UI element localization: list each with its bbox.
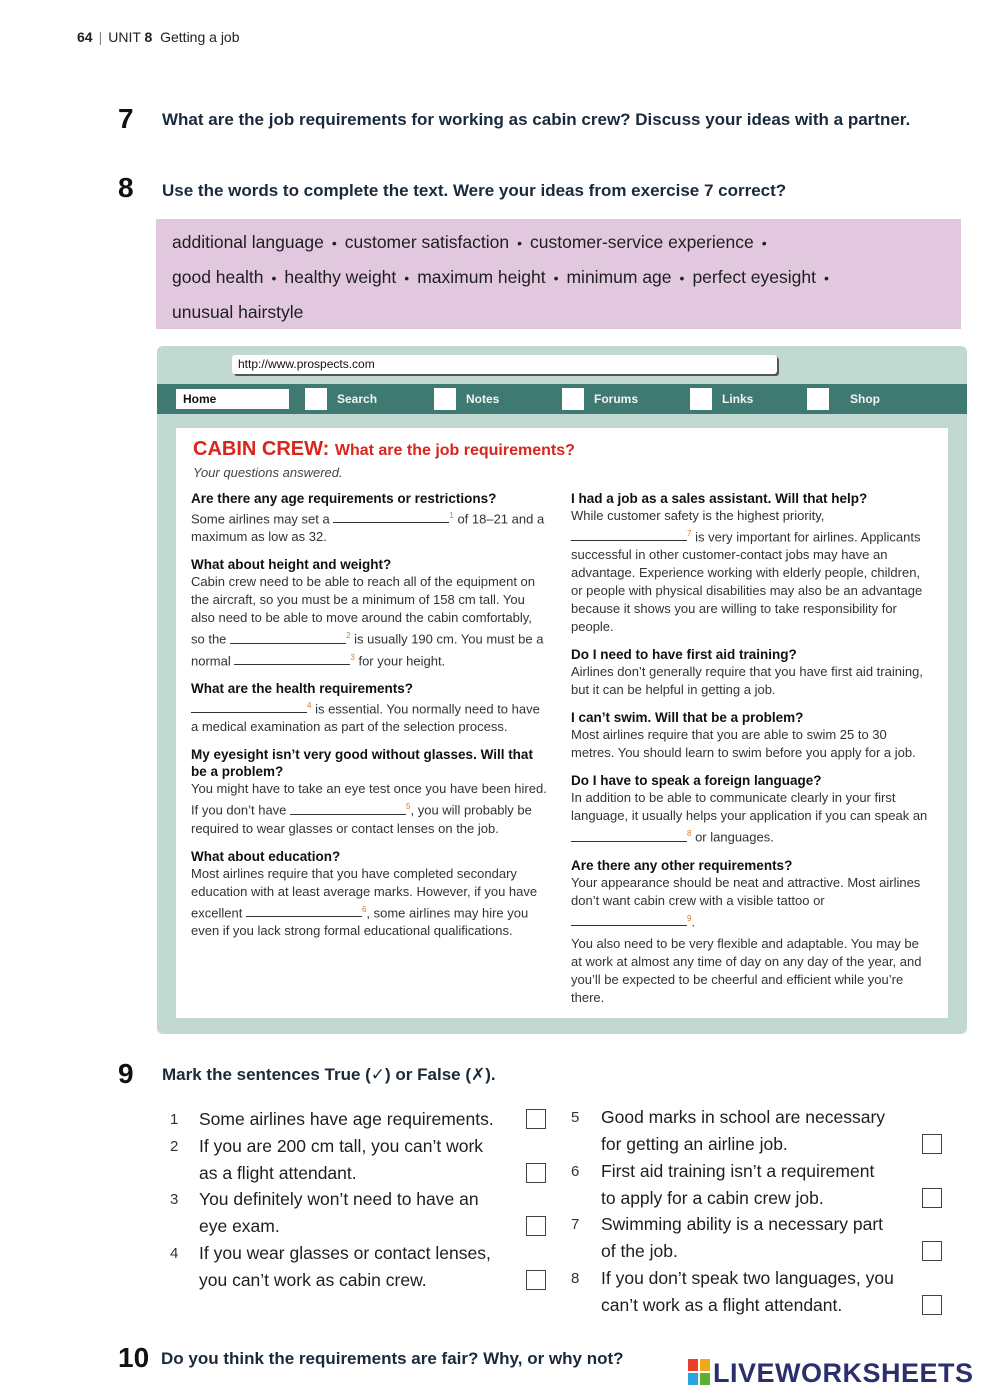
faq-answer: Your appearance should be neat and attractive. Most airlines don’t want cabin crew with a visible tattoo or $^9$. xyxy=(571,874,921,929)
faq-answer-extra: You also need to be very flexible and adaptable. You may be at work at almost any time of day on any day of the year, and you’ll be expected to be cheerful and efficient while you’re there. xyxy=(571,935,922,1005)
tf-item-number: 8 xyxy=(571,1270,580,1287)
exercise-7-number: 7 xyxy=(118,103,134,134)
faq-question: I can’t swim. Will that be a problem? xyxy=(571,710,804,726)
exercise-10-instruction: Do you think the requirements are fair? Why, or why not? xyxy=(161,1349,624,1368)
nav-item-home[interactable]: Home xyxy=(176,389,289,409)
tf-item-number: 6 xyxy=(571,1163,580,1180)
nav-square-forums xyxy=(562,388,584,410)
word-bank-line-1: additional language • customer satisfaction • customer-service experience • xyxy=(172,232,767,252)
exercise-9-number: 9 xyxy=(118,1058,134,1089)
faq-answer: You might have to take an eye test once you have been hired. If you don’t have $^5$, you will probably be required to wear glasses or contact lenses on the job. xyxy=(191,781,547,836)
tf-item-text-cont: eye exam. xyxy=(199,1216,280,1236)
nav-square-notes xyxy=(434,388,456,410)
tf-item-text: If you don’t speak two languages, you xyxy=(601,1268,894,1288)
tf-item-text-cont: for getting an airline job. xyxy=(601,1134,788,1154)
answer-blank-3[interactable] xyxy=(234,652,350,665)
tf-checkbox-2[interactable] xyxy=(526,1163,546,1183)
tf-item-text: First aid training isn’t a requirement xyxy=(601,1161,875,1181)
faq-answer: While customer safety is the highest priority, $^7$ is very important for airlines. Applicants successful in other customer-contact jobs may have an advantage. Experience working with elderly people, children, or people with physical disabilities may also be an advantage because it shows you are willing to take responsibility for people. xyxy=(571,508,923,635)
tf-item-text-cont: as a flight attendant. xyxy=(199,1163,357,1183)
page-header: 64 | UNIT 8 Getting a job xyxy=(77,29,240,45)
word-bank-item: healthy weight xyxy=(284,267,397,287)
faq-question: What are the health requirements? xyxy=(191,680,414,696)
faq-answer: $^4$ is essential. You normally need to have a medical examination as part of the selection process. xyxy=(191,700,540,735)
word-bank-line-2: good health • healthy weight • maximum height • minimum age • perfect eyesight • xyxy=(172,267,829,287)
article-subtitle: Your questions answered. xyxy=(193,465,343,480)
exercise-9-instruction: Mark the sentences True (✓) or False (✗). xyxy=(162,1065,496,1084)
answer-blank-2[interactable] xyxy=(230,631,346,644)
exercise-8-instruction: Use the words to complete the text. Were your ideas from exercise 7 correct? xyxy=(162,181,787,200)
faq-question: Do I have to speak a foreign language? xyxy=(571,773,822,789)
liveworksheets-logo xyxy=(688,1358,974,1389)
faq-answer: Cabin crew need to be able to reach all of the equipment on the aircraft, so you must be a minimum of 158 cm tall. You also need to be able to move around the cabin comfortably, so the $^2$ is usually 190 cm. You must be a normal $^3$ for your height. xyxy=(191,574,544,668)
nav-square-search xyxy=(305,388,327,410)
word-bank-item: maximum height xyxy=(417,267,546,287)
article-title-main: CABIN CREW: xyxy=(193,438,330,460)
tf-item-number: 4 xyxy=(170,1245,179,1262)
word-bank-item: customer satisfaction xyxy=(344,232,510,252)
nav-item-forums[interactable]: Forums xyxy=(594,392,639,406)
word-bank-item: customer-service experience xyxy=(530,232,754,252)
tf-checkbox-7[interactable] xyxy=(922,1241,942,1261)
article-title xyxy=(193,438,575,461)
nav-item-shop[interactable]: Shop xyxy=(850,392,880,406)
faq-question: My eyesight isn’t very good without glasses. Will that be a problem? xyxy=(191,747,533,780)
tf-item-text-cont: to apply for a cabin crew job. xyxy=(601,1188,824,1208)
tf-item-text: Good marks in school are necessary xyxy=(601,1107,886,1127)
exercise-7-instruction: What are the job requirements for working as cabin crew? Discuss your ideas with a partner. xyxy=(162,110,911,129)
page-number: 64 xyxy=(77,29,93,45)
tf-checkbox-1[interactable] xyxy=(526,1109,546,1129)
exercise-8-number: 8 xyxy=(118,172,134,203)
answer-blank-9[interactable] xyxy=(571,913,687,926)
faq-question: Are there any other requirements? xyxy=(571,857,793,873)
tf-item-number: 5 xyxy=(571,1109,580,1126)
tf-item-text: Some airlines have age requirements. xyxy=(199,1109,494,1129)
word-bank-item: unusual hairstyle xyxy=(172,302,304,322)
answer-blank-8[interactable] xyxy=(571,829,687,842)
answer-blank-6[interactable] xyxy=(246,904,362,917)
tf-item-text: If you wear glasses or contact lenses, xyxy=(199,1243,491,1263)
nav-square-shop xyxy=(807,388,829,410)
word-bank-line-3 xyxy=(172,295,945,329)
word-bank-item: good health xyxy=(172,267,264,287)
tf-checkbox-6[interactable] xyxy=(922,1188,942,1208)
unit-number: 8 xyxy=(144,29,153,45)
tf-item-text: You definitely won’t need to have an xyxy=(199,1189,479,1209)
faq-answer: Most airlines require that you have completed secondary education with at least average marks. However, if you have excellent $^6$, some airlines may hire you even if you lack strong formal educational qualifications. xyxy=(191,865,538,938)
faq-question: What about education? xyxy=(191,848,341,864)
faq-question: Do I need to have first aid training? xyxy=(571,647,797,663)
faq-answer: In addition to be able to communicate clearly in your first language, it usually helps your application if you can speak an $^8$ or languages. xyxy=(571,790,928,845)
unit-label: UNIT xyxy=(108,29,141,45)
tf-item-text-cont: you can’t work as cabin crew. xyxy=(199,1270,427,1290)
tf-item-number: 1 xyxy=(170,1111,179,1128)
article-title-rest: What are the job requirements? xyxy=(334,442,575,459)
faq-question: What about height and weight? xyxy=(191,557,392,573)
article-left-column xyxy=(191,490,549,950)
tf-item-number: 3 xyxy=(170,1191,179,1208)
tf-item-text: Swimming ability is a necessary part xyxy=(601,1214,884,1234)
tf-item-number: 2 xyxy=(170,1138,179,1155)
logo-text: LIVEWORKSHEETS xyxy=(713,1358,974,1388)
faq-answer: Airlines don’t generally require that you have first aid training, but it can be helpful in getting a job. xyxy=(571,664,923,698)
faq-question: I had a job as a sales assistant. Will that help? xyxy=(571,491,868,506)
word-bank xyxy=(156,219,961,329)
nav-item-notes[interactable]: Notes xyxy=(466,392,500,406)
url-bar[interactable]: http://www.prospects.com xyxy=(232,355,777,374)
tf-item-text-cont: can’t work as a flight attendant. xyxy=(601,1295,843,1315)
article-right-column xyxy=(571,490,929,1017)
faq-answer: Most airlines require that you are able to swim 25 to 30 metres. You should learn to swim before you apply for a job. xyxy=(571,727,916,761)
word-bank-item: minimum age xyxy=(566,267,672,287)
tf-checkbox-4[interactable] xyxy=(526,1270,546,1290)
word-bank-item: perfect eyesight xyxy=(692,267,816,287)
answer-blank-4[interactable] xyxy=(191,700,307,713)
unit-title: Getting a job xyxy=(160,29,240,45)
answer-blank-7[interactable] xyxy=(571,528,687,541)
tf-item-text: If you are 200 cm tall, you can’t work xyxy=(199,1136,484,1156)
word-bank-item: additional language xyxy=(172,232,324,252)
tf-item-number: 7 xyxy=(571,1216,580,1233)
answer-blank-5[interactable] xyxy=(290,802,406,815)
liveworksheets-logo-icon xyxy=(688,1359,710,1385)
answer-blank-1[interactable] xyxy=(333,510,449,523)
tf-item-text-cont: of the job. xyxy=(601,1241,678,1261)
nav-square-links xyxy=(690,388,712,410)
nav-item-search[interactable]: Search xyxy=(337,392,378,406)
faq-answer: Some airlines may set a $^1$ of 18–21 and a maximum as low as 32. xyxy=(191,511,545,545)
tf-checkbox-5[interactable] xyxy=(922,1134,942,1154)
tf-checkbox-3[interactable] xyxy=(526,1216,546,1236)
exercise-10-number: 10 xyxy=(118,1342,150,1373)
tf-checkbox-8[interactable] xyxy=(922,1295,942,1315)
faq-question: Are there any age requirements or restrictions? xyxy=(191,491,497,506)
nav-item-links[interactable]: Links xyxy=(722,392,754,406)
